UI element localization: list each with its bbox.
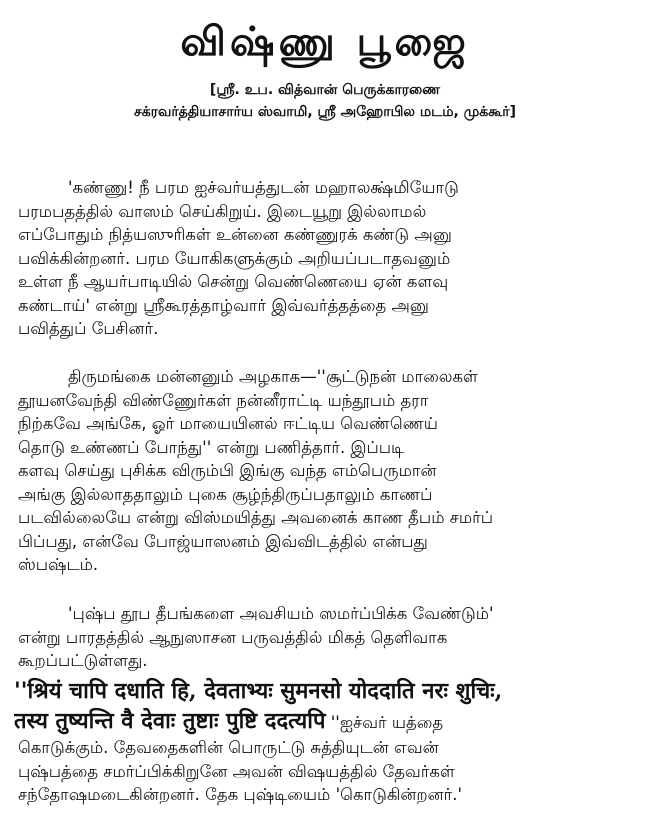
text-line: பிப்பது, என்வே போஜ்யாஸனம் இவ்விடத்தில் என்பது [18, 531, 428, 551]
paragraph-4 [18, 736, 630, 807]
text-line: தூயனவேந்தி விண்ணுேர்கள் நன்னீராட்டி யந்தூபம் தரா [18, 390, 429, 410]
text-line: கண்டாய்' என்று ஸ்ரீகூரத்தாழ்வார் இவ்வர்த்தத்தை அனு [18, 295, 429, 315]
document-title: விஷ்ணு பூஜை [180, 18, 470, 65]
text-line: எப்போதும் நித்யஸுரிகள் உன்னை கண்ணுரக் கண்டு அனு [18, 225, 452, 244]
text-line: கொடுக்கும். தேவதைகளின் பொருட்டு சுத்தியுடன் எவன் [18, 738, 439, 757]
text-line: தொடு உண்ணப் போந்து'' என்று பணித்தார். இப்படி [18, 437, 405, 457]
text-line: கூறப்பட்டுள்ளது. [18, 651, 148, 670]
text-line: புஷ்பத்தை சமர்ப்பிக்கிறுனே அவன் விஷயத்தில் தேவர்கள் [18, 761, 455, 781]
sanskrit-verse-text: तस्य तुष्यन्ति वै देवाः तुष्टाः पुष्टि ददत्यपि [14, 708, 326, 734]
text-line: திருமங்கை மன்னனும் அழகாக—''சூட்டுநன் மாலைகள் [68, 367, 478, 386]
tamil-text-fragment: ''ஐச்வர் யத்தை [325, 713, 444, 732]
text-line: நிற்கவே அங்கே, ஓர் மாயையினல் ஈட்டிய வெண்ணெய் [18, 414, 438, 433]
text-line: பரமபதத்தில் வாஸம் செய்கிறுய். இடையூறு இல்லாமல் [18, 201, 427, 221]
text-line: 'கண்ணு! நீ பரம ஐச்வர்யத்துடன் மஹாலக்ஷ்மியோடு [68, 178, 459, 197]
text-line: என்று பாரதத்தில் ஆநுஸாசன பருவத்தில் மிகத் தெளிவாக [18, 627, 448, 647]
paragraph-2 [18, 365, 630, 577]
author-byline-line2: சக்ரவர்த்தியாசார்ய ஸ்வாமி, ஸ்ரீ அஹோபில மடம், முக்கூர்] [134, 104, 516, 120]
text-line: அங்கு இல்லாததாலும் புகை சூழ்ந்திருப்பதாலும் காணப் [18, 484, 433, 504]
sanskrit-verse-line2 [14, 706, 634, 738]
text-line: 'புஷ்ப தூப தீபங்களை அவசியம் ஸமர்ப்பிக்க வேண்டும்' [68, 604, 494, 623]
text-line: உள்ள நீ ஆயர்பாடியில் சென்று வெண்ணெயை ஏன் களவு [18, 272, 449, 291]
sanskrit-verse-line1: ''श्रियं चापि दधाति हि, देवताभ्यः सुमनसो योददाति नरः शुचिः, [14, 678, 503, 704]
text-line: ஸ்பஷ்டம். [18, 555, 99, 574]
paragraph-3 [18, 602, 630, 673]
text-line: படவில்லையே என்று விஸ்மயித்து அவனைக் காண தீபம் சமர்ப் [18, 508, 494, 527]
text-line: களவு செய்து புசிக்க விரும்பி இங்கு வந்த எம்பெருமான் [18, 461, 437, 480]
text-line: பவிக்கின்றனர். பரம யோகிகளுக்கும் அறியப்படாதவனும் [18, 248, 451, 268]
author-byline-line1: [ஸ்ரீ. உப. வித்வான் பெருக்காரணை [209, 82, 441, 98]
text-line: சந்தோஷமடைகின்றனர். தேக புஷ்டியைம் 'கொடுகின்றனர்.' [18, 785, 463, 804]
paragraph-1 [18, 176, 630, 341]
text-line: பவித்துப் பேசினர். [18, 319, 159, 338]
